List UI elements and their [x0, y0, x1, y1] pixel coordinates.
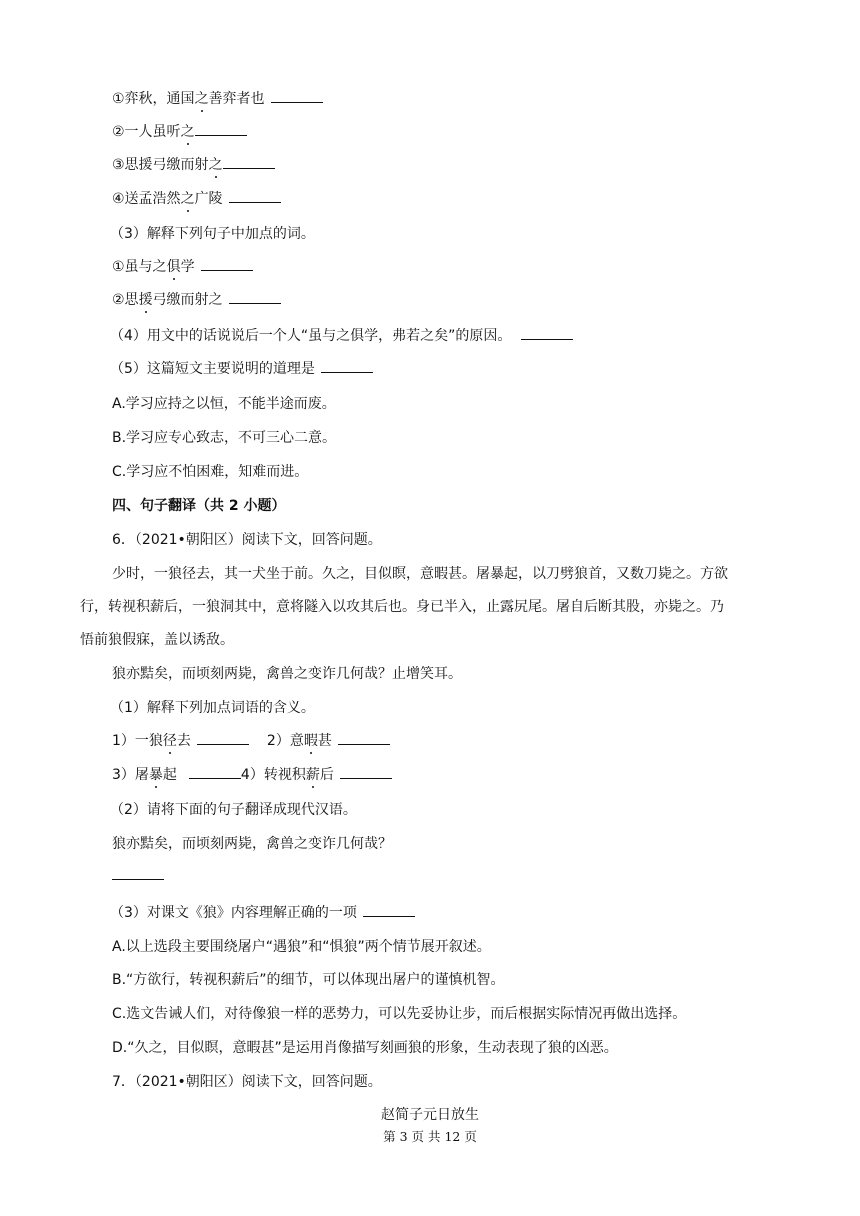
q6-2-sentence: 狼亦黠矣，而顷刻两毙，禽兽之变诈几何哉？ [112, 836, 392, 852]
q6-3-heading [0, 903, 860, 923]
text: 2）意 [266, 733, 304, 749]
text: 4）转视积 [240, 767, 306, 783]
q6-1-heading: （1）解释下列加点词语的含义。 [110, 700, 315, 716]
text: ③思援弓缴而射 [112, 157, 209, 173]
text: 起 [162, 767, 177, 783]
answer-blank[interactable] [195, 134, 247, 136]
text: 弓缴而射之 [152, 292, 223, 308]
answer-blank[interactable] [201, 269, 253, 271]
answer-blank[interactable] [321, 371, 373, 373]
q5-option-b: B.学习应专心致志，不可三心二意。 [112, 430, 337, 446]
text: 1）一狼 [112, 733, 163, 749]
q2-item-3 [0, 155, 860, 175]
q5-option-a: A.学习应持之以恒，不能半途而废。 [112, 396, 336, 412]
answer-blank[interactable] [112, 878, 164, 880]
passage-line-2: 行，转视积薪后，一狼洞其中，意将隧入以攻其后也。身已半入，止露尻尾。屠自后断其股，亦毙之。乃 [80, 599, 724, 615]
passage-title: 赵简子元日放生 [381, 1107, 479, 1123]
q3-item-1 [0, 257, 860, 277]
dotted-char: 暴 [148, 767, 163, 783]
q6-3-option-d: D.“久之，目似瞑，意暇甚”是运用肖像描写刻画狼的形象，生动表现了狼的凶恶。 [112, 1040, 618, 1056]
q4-question [0, 326, 860, 346]
page-footer: 第 3 页 共 12 页 [383, 1129, 477, 1144]
dotted-char: 之 [180, 124, 195, 140]
text: （5）这篇短文主要说明的道理是 [110, 361, 315, 377]
dotted-char: 暇 [303, 733, 318, 749]
q2-item-4 [0, 189, 860, 209]
answer-blank[interactable] [223, 167, 275, 169]
q5-question [0, 359, 860, 379]
dotted-char: 径 [162, 733, 177, 749]
q2-item-1 [0, 89, 860, 109]
answer-blank[interactable] [197, 743, 249, 745]
q2-item-2 [0, 122, 860, 142]
text: 3）屠 [112, 767, 149, 783]
q3-heading: （3）解释下列句子中加点的词。 [110, 226, 315, 242]
text: 善弈者也 [208, 91, 265, 107]
text: 广陵 [194, 191, 223, 207]
q6-2-answer-line [0, 866, 860, 886]
answer-blank[interactable] [229, 201, 281, 203]
dotted-char: 之 [180, 191, 195, 207]
answer-blank[interactable] [229, 302, 281, 304]
text: ①弈秋，通国 [112, 91, 195, 107]
dotted-char: 之 [194, 91, 209, 107]
text: 学 [180, 259, 195, 275]
text: ①虽与之 [112, 259, 167, 275]
answer-blank[interactable] [338, 743, 390, 745]
text: 后 [319, 767, 334, 783]
q6-3-option-a: A.以上选段主要围绕屠户“遇狼”和“惧狼”两个情节展开叙述。 [112, 939, 491, 955]
passage-line-3: 悟前狼假寐，盖以诱敌。 [80, 632, 234, 648]
section-heading: 四、句子翻译（共 2 小题） [112, 498, 286, 514]
text: ②一人虽听 [112, 124, 181, 140]
q3-item-2 [0, 290, 860, 310]
q6-intro: 6．（2021•朝阳区）阅读下文，回答问题。 [112, 532, 382, 548]
q7-intro: 7．（2021•朝阳区）阅读下文，回答问题。 [112, 1074, 382, 1090]
text: ④送孟浩然 [112, 191, 181, 207]
text: （3）对课文《狼》内容理解正确的一项 [110, 905, 357, 921]
q6-3-option-b: B.“方欲行，转视积薪后”的细节，可以体现出屠户的谨慎机智。 [112, 972, 505, 988]
text: 甚 [317, 733, 332, 749]
q6-3-option-c: C.选文告诫人们，对待像狼一样的恶势力，可以先妥协让步，而后根据实际情况再做出选择。 [112, 1006, 687, 1022]
q6-1-row-2 [0, 765, 860, 785]
dotted-char: 援 [138, 292, 153, 308]
dotted-char: 薪 [305, 767, 320, 783]
answer-blank[interactable] [340, 777, 392, 779]
q5-option-c: C.学习应不怕困难，知难而进。 [112, 464, 309, 480]
answer-blank[interactable] [521, 338, 573, 340]
text: （4）用文中的话说说后一个人“虽与之俱学，弗若之矣”的原因。 [110, 328, 512, 344]
text: ②思 [112, 292, 139, 308]
dotted-char: 之 [208, 157, 223, 173]
text: 去 [176, 733, 191, 749]
answer-blank[interactable] [271, 101, 323, 103]
passage-line-4: 狼亦黠矣，而顷刻两毙，禽兽之变诈几何哉？止增笑耳。 [112, 666, 462, 682]
q6-2-heading: （2）请将下面的句子翻译成现代汉语。 [110, 802, 357, 818]
answer-blank[interactable] [363, 915, 415, 917]
dotted-char: 俱 [166, 259, 181, 275]
q6-1-row-1 [0, 731, 860, 751]
passage-line-1: 少时，一狼径去，其一犬坐于前。久之，目似瞑，意暇甚。屠暴起，以刀劈狼首，又数刀毙之。方欲 [112, 566, 728, 582]
answer-blank[interactable] [189, 777, 241, 779]
